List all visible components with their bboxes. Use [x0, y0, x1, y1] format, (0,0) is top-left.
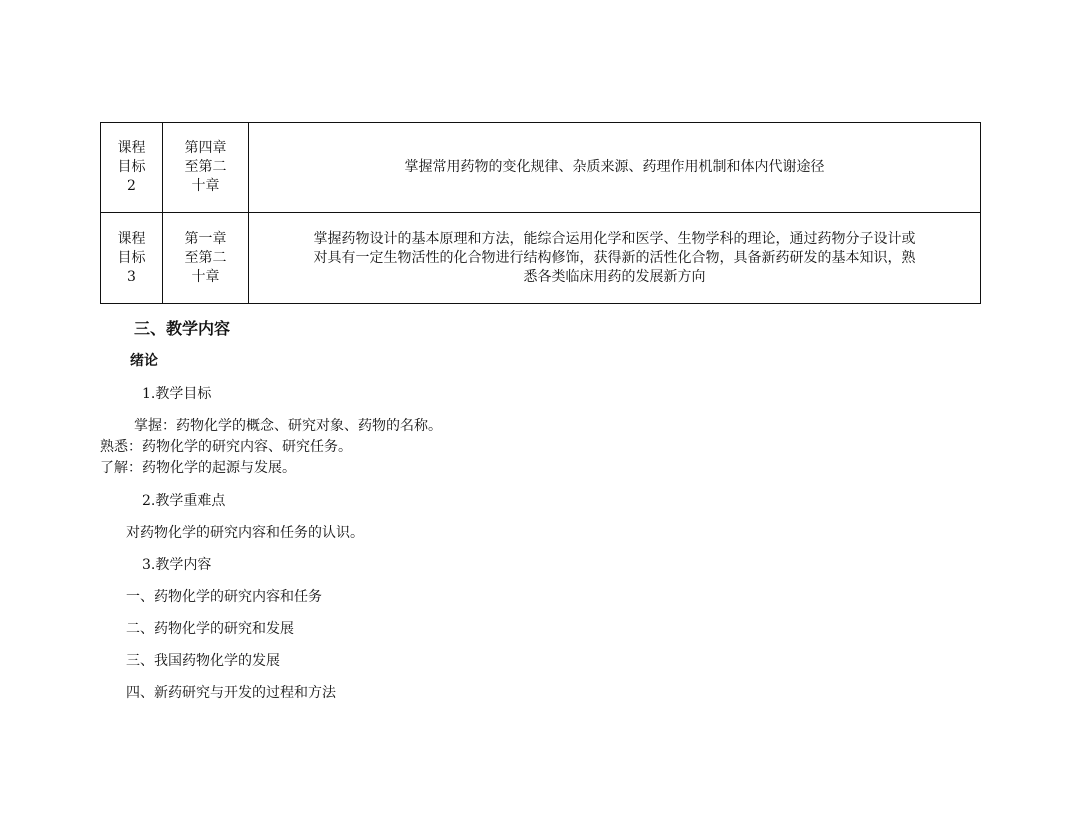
objective-familiar: 熟悉：药物化学的研究内容、研究任务。	[100, 439, 352, 455]
objectives-heading: 1.教学目标	[142, 386, 212, 402]
goal-text: 3	[127, 268, 136, 285]
goal-text: 课程	[117, 140, 146, 156]
key-points-text: 对药物化学的研究内容和任务的认识。	[126, 525, 364, 541]
goal-text: 目标	[117, 159, 146, 175]
description-text: 掌握常用药物的变化规律、杂质来源、药理作用机制和体内代谢途径	[404, 159, 825, 175]
chapters-text: 十章	[191, 268, 220, 285]
table-row	[101, 123, 981, 213]
chapters-text: 第四章	[184, 140, 227, 156]
chapters-text: 十章	[191, 178, 220, 194]
goal-cell	[101, 123, 163, 213]
description-text: 悉各类临床用药的发展新方向	[523, 268, 706, 285]
description-cell	[249, 213, 981, 304]
chapters-text: 第一章	[184, 230, 227, 247]
section-title: 三、教学内容	[134, 319, 231, 338]
objective-understand: 了解：药物化学的起源与发展。	[100, 460, 296, 476]
description-cell	[249, 123, 981, 213]
key-points-heading: 2.教学重难点	[142, 493, 226, 509]
goal-text: 目标	[117, 249, 146, 266]
chapters-cell	[163, 213, 249, 304]
list-item: 二、药物化学的研究和发展	[126, 621, 294, 637]
chapter-subtitle: 绪论	[130, 353, 158, 369]
objective-master: 掌握：药物化学的概念、研究对象、药物的名称。	[134, 418, 442, 434]
goal-text: 课程	[117, 230, 146, 247]
table-row	[101, 213, 981, 304]
goal-text: 2	[127, 178, 136, 194]
chapters-text: 至第二	[184, 249, 227, 266]
course-goals-table	[100, 122, 981, 304]
description-text: 对具有一定生物活性的化合物进行结构修饰，获得新的活性化合物，具备新药研发的基本知识，熟	[313, 249, 916, 266]
goal-cell	[101, 213, 163, 304]
chapters-cell	[163, 123, 249, 213]
description-text: 掌握药物设计的基本原理和方法，能综合运用化学和医学、生物学科的理论，通过药物分子设计或	[313, 230, 916, 247]
list-item: 四、新药研究与开发的过程和方法	[126, 685, 336, 701]
list-item: 一、药物化学的研究内容和任务	[126, 589, 322, 605]
list-item: 三、我国药物化学的发展	[126, 653, 280, 669]
content-heading: 3.教学内容	[142, 557, 212, 573]
chapters-text: 至第二	[184, 159, 227, 175]
